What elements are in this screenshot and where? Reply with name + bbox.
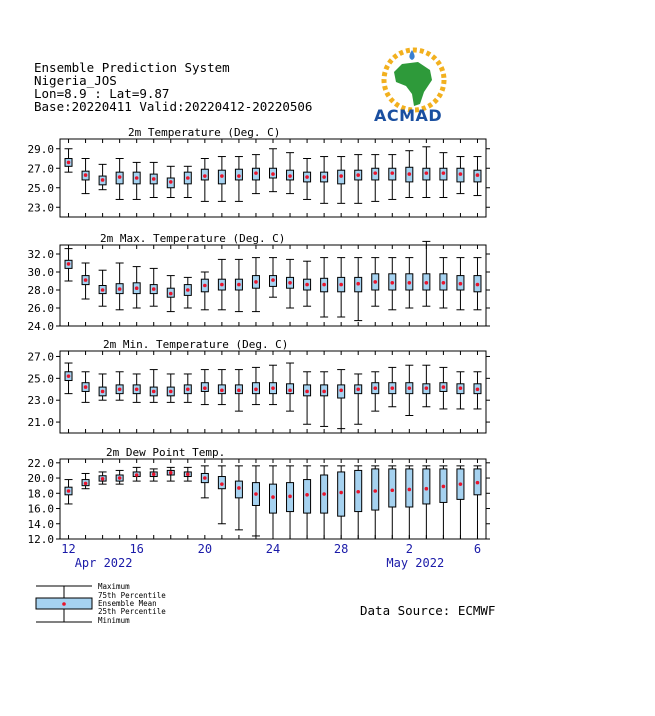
mean-marker <box>442 485 446 489</box>
mean-marker <box>476 283 480 287</box>
y-tick-label: 30.0 <box>27 266 54 279</box>
mean-marker <box>356 173 360 177</box>
mean-marker <box>84 173 88 177</box>
mean-marker <box>84 385 88 389</box>
month-label: May 2022 <box>386 556 445 570</box>
panel-title: 2m Min. Temperature (Deg. C) <box>103 338 289 351</box>
mean-marker <box>322 283 326 287</box>
mean-marker <box>186 472 190 476</box>
mean-marker <box>254 280 258 284</box>
legend-mean: Ensemble Mean <box>98 599 157 608</box>
y-tick-label: 25.0 <box>27 181 54 195</box>
mean-marker <box>186 387 190 391</box>
mean-marker <box>271 386 275 390</box>
data-source: Data Source: ECMWF <box>360 603 496 618</box>
mean-marker <box>169 471 173 475</box>
y-tick-label: 20.0 <box>27 472 54 486</box>
mean-marker <box>425 171 429 175</box>
mean-marker <box>356 387 360 391</box>
mean-marker <box>152 177 156 181</box>
header-base-valid: Base:20220411 Valid:20220412-20220506 <box>34 99 313 114</box>
mean-marker <box>442 385 446 389</box>
y-tick-label: 16.0 <box>27 502 54 516</box>
x-tick-label: 24 <box>265 542 281 556</box>
mean-marker <box>373 280 377 284</box>
legend-maximum: Maximum <box>98 582 130 591</box>
mean-marker <box>203 174 207 178</box>
y-tick-label: 18.0 <box>27 487 54 501</box>
mean-marker <box>118 476 122 480</box>
mean-marker <box>459 282 463 286</box>
mean-marker <box>339 283 343 287</box>
panel-title: 2m Dew Point Temp. <box>106 446 226 459</box>
header-station: Nigeria_JOS <box>34 73 117 88</box>
header-coordinates: Lon=8.9 : Lat=9.87 <box>34 86 170 101</box>
mean-marker <box>220 482 224 486</box>
x-tick-label: 20 <box>197 542 213 556</box>
mean-marker <box>322 175 326 179</box>
mean-marker <box>254 171 258 175</box>
mean-marker <box>237 174 241 178</box>
mean-marker <box>476 481 480 485</box>
mean-marker <box>169 180 173 184</box>
y-tick-label: 27.0 <box>27 350 54 364</box>
mean-marker <box>288 495 292 499</box>
mean-marker <box>237 486 241 490</box>
mean-marker <box>408 172 412 176</box>
mean-marker <box>476 173 480 177</box>
x-tick-label: 28 <box>333 542 349 556</box>
iqr-box <box>389 469 396 507</box>
mean-marker <box>305 493 309 497</box>
mean-marker <box>442 281 446 285</box>
mean-marker <box>288 389 292 393</box>
x-tick-label: 6 <box>473 542 482 556</box>
mean-marker <box>84 278 88 282</box>
mean-marker <box>459 386 463 390</box>
mean-marker <box>254 387 258 391</box>
panel-title: 2m Temperature (Deg. C) <box>128 126 281 139</box>
mean-marker <box>169 292 173 296</box>
y-tick-label: 28.0 <box>27 284 54 297</box>
mean-marker <box>135 473 139 477</box>
mean-marker <box>254 492 258 496</box>
mean-marker <box>305 175 309 179</box>
mean-marker <box>135 176 139 180</box>
y-tick-label: 29.0 <box>27 142 54 156</box>
mean-marker <box>339 174 343 178</box>
y-tick-label: 21.0 <box>27 416 54 430</box>
mean-marker <box>356 282 360 286</box>
mean-marker <box>220 283 224 287</box>
mean-marker <box>390 281 394 285</box>
mean-marker <box>101 477 105 481</box>
mean-marker <box>476 387 480 391</box>
y-tick-label: 27.0 <box>27 162 54 176</box>
mean-marker <box>118 175 122 179</box>
mean-marker <box>339 389 343 393</box>
mean-marker <box>339 491 343 495</box>
mean-marker <box>442 171 446 175</box>
mean-marker <box>101 390 105 394</box>
x-tick-label: 2 <box>405 542 413 556</box>
legend-25th: 25th Percentile <box>98 607 166 616</box>
y-tick-label: 22.0 <box>27 456 54 470</box>
mean-marker <box>203 476 207 480</box>
mean-marker <box>425 487 429 491</box>
mean-marker <box>425 281 429 285</box>
logo-text: ACMAD <box>374 106 443 125</box>
iqr-box <box>423 469 430 504</box>
y-tick-label: 23.0 <box>27 201 54 215</box>
mean-marker <box>390 386 394 390</box>
mean-marker <box>118 287 122 291</box>
y-tick-label: 23.0 <box>27 394 54 408</box>
mean-marker <box>152 287 156 291</box>
mean-marker <box>322 492 326 496</box>
mean-marker <box>203 284 207 288</box>
mean-marker <box>67 489 71 493</box>
y-tick-label: 25.0 <box>27 372 54 386</box>
y-tick-label: 14.0 <box>27 517 54 531</box>
y-tick-label: 12.0 <box>27 533 54 546</box>
legend-minimum: Minimum <box>98 616 130 625</box>
y-tick-label: 32.0 <box>27 248 54 261</box>
mean-marker <box>373 171 377 175</box>
mean-marker <box>390 171 394 175</box>
mean-marker <box>101 288 105 292</box>
mean-marker <box>459 482 463 486</box>
mean-marker <box>67 161 71 165</box>
mean-marker <box>305 283 309 287</box>
y-tick-label: 26.0 <box>27 302 54 315</box>
mean-marker <box>373 386 377 390</box>
mean-marker <box>356 490 360 494</box>
mean-marker <box>390 488 394 492</box>
mean-marker <box>408 281 412 285</box>
mean-marker <box>271 495 275 499</box>
mean-marker <box>459 172 463 176</box>
x-tick-label: 16 <box>129 542 144 556</box>
mean-marker <box>203 386 207 390</box>
mean-marker <box>135 286 139 290</box>
mean-marker <box>373 489 377 493</box>
month-label: Apr 2022 <box>74 556 133 570</box>
header-title: Ensemble Prediction System <box>34 60 230 75</box>
mean-marker <box>425 386 429 390</box>
mean-marker <box>67 262 71 266</box>
mean-marker <box>305 390 309 394</box>
mean-marker <box>135 387 139 391</box>
mean-marker <box>84 482 88 486</box>
legend-mean-marker <box>62 602 66 606</box>
mean-marker <box>271 172 275 176</box>
mean-marker <box>288 174 292 178</box>
mean-marker <box>408 386 412 390</box>
y-tick-label: 24.0 <box>27 320 54 333</box>
mean-marker <box>220 174 224 178</box>
x-tick-label: 12 <box>61 542 76 556</box>
mean-marker <box>152 472 156 476</box>
mean-marker <box>408 488 412 492</box>
mean-marker <box>169 390 173 394</box>
mean-marker <box>237 283 241 287</box>
mean-marker <box>288 281 292 285</box>
mean-marker <box>322 390 326 394</box>
mean-marker <box>118 387 122 391</box>
mean-marker <box>271 278 275 282</box>
panel-title: 2m Max. Temperature (Deg. C) <box>100 232 286 245</box>
mean-marker <box>186 288 190 292</box>
mean-marker <box>101 178 105 182</box>
legend-75th: 75th Percentile <box>98 591 166 600</box>
mean-marker <box>67 374 71 378</box>
mean-marker <box>237 389 241 393</box>
mean-marker <box>186 176 190 180</box>
mean-marker <box>152 390 156 394</box>
mean-marker <box>220 389 224 393</box>
